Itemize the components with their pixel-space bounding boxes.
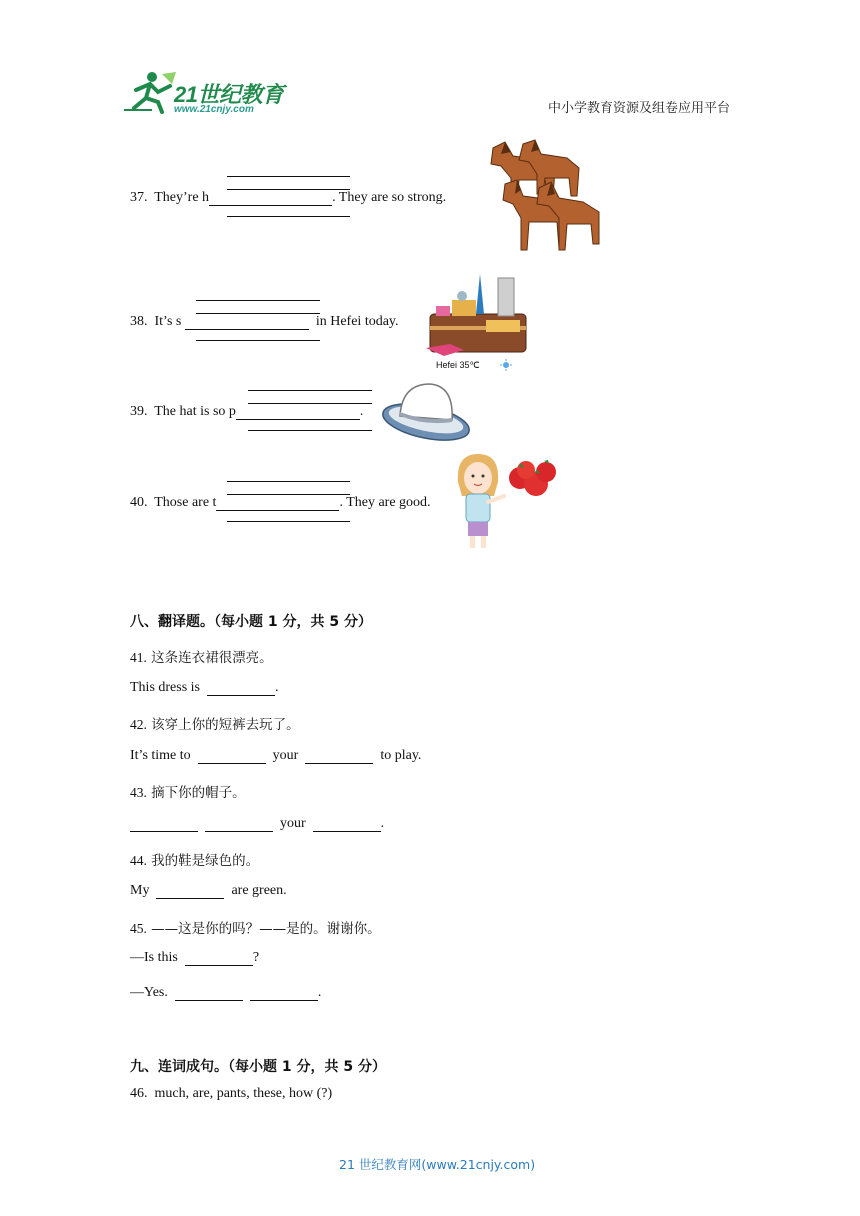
question-41 xyxy=(130,646,273,666)
answer-blank[interactable] xyxy=(207,681,275,696)
answer-text: My xyxy=(130,883,150,898)
question-number: 40. xyxy=(130,495,148,510)
section-9-title: 九、连词成句。（每小题 1 分，共 5 分） xyxy=(130,1059,386,1075)
logo-text: 21世纪教育 xyxy=(174,82,284,107)
hefei-weather-picture xyxy=(424,270,534,374)
answer-blank[interactable] xyxy=(185,951,253,966)
answer-blank[interactable] xyxy=(198,749,266,764)
answer-44 xyxy=(130,883,287,899)
answer-blank[interactable] xyxy=(209,191,332,206)
question-text-after: . xyxy=(359,404,364,419)
hefei-caption: Hefei 35℃ xyxy=(436,360,480,370)
answer-text: This dress is xyxy=(130,680,200,695)
hat-picture xyxy=(380,378,472,442)
logo-url: www.21cnjy.com xyxy=(174,104,254,115)
question-text-before: Those are t xyxy=(154,495,217,510)
question-number: 41. xyxy=(130,650,147,665)
question-text-before: The hat is so p xyxy=(154,404,236,419)
runner-logo-icon xyxy=(122,70,178,114)
answer-line xyxy=(248,430,372,431)
question-42 xyxy=(130,713,300,733)
answer-line xyxy=(196,300,320,301)
answer-text: It’s time to xyxy=(130,748,191,763)
answer-line xyxy=(248,390,372,391)
answer-text: to play. xyxy=(380,748,422,763)
question-text-after: . They are good. xyxy=(339,495,431,510)
answer-blank[interactable] xyxy=(313,817,381,832)
answer-blank[interactable] xyxy=(156,884,224,899)
question-text-before: It’s s xyxy=(154,314,182,329)
answer-45-line-2 xyxy=(130,985,321,1001)
answer-line xyxy=(227,176,350,177)
chinese-sentence: 该穿上你的短裤去玩了。 xyxy=(151,717,300,733)
question-number: 44. xyxy=(130,853,147,868)
answer-blank[interactable] xyxy=(205,817,273,832)
answer-text: . xyxy=(380,816,385,831)
question-number: 42. xyxy=(130,717,147,732)
question-text-before: They’re h xyxy=(154,190,210,205)
chinese-sentence: 我的鞋是绿色的。 xyxy=(151,853,260,869)
answer-blank[interactable] xyxy=(236,405,360,420)
answer-42 xyxy=(130,748,421,764)
answer-43 xyxy=(130,816,384,832)
answer-45-line-1 xyxy=(130,950,259,966)
question-number: 43. xyxy=(130,785,147,800)
question-45 xyxy=(130,917,381,937)
question-39 xyxy=(130,404,363,420)
answer-text: are green. xyxy=(231,883,287,898)
horses-picture xyxy=(483,138,603,256)
answer-blank[interactable] xyxy=(305,749,373,764)
answer-text: . xyxy=(275,680,279,695)
chinese-sentence: 摘下你的帽子。 xyxy=(151,785,246,801)
question-46 xyxy=(130,1086,332,1102)
question-number: 46. xyxy=(130,1086,148,1101)
chinese-sentence: 这条连衣裙很漂亮。 xyxy=(151,650,273,666)
answer-blank[interactable] xyxy=(130,817,198,832)
answer-41 xyxy=(130,680,279,696)
footer-link[interactable]: 21 世纪教育网(www.21cnjy.com) xyxy=(339,1157,536,1172)
question-text-after: in Hefei today. xyxy=(315,314,399,329)
answer-blank[interactable] xyxy=(250,986,318,1001)
answer-text: —Yes. xyxy=(130,985,168,1000)
chinese-sentence: ——这是你的吗？——是的。谢谢你。 xyxy=(151,921,381,937)
question-37 xyxy=(130,190,446,206)
answer-text: your xyxy=(280,816,306,831)
question-number: 39. xyxy=(130,404,148,419)
question-number: 45. xyxy=(130,921,147,936)
girl-tomatoes-picture xyxy=(454,452,560,552)
answer-text: your xyxy=(272,748,299,763)
answer-text: ? xyxy=(252,950,260,965)
question-number: 37. xyxy=(130,190,148,205)
platform-slogan: 中小学教育资源及组卷应用平台 xyxy=(548,100,731,115)
question-40 xyxy=(130,495,431,511)
site-logo xyxy=(122,70,292,116)
answer-blank[interactable] xyxy=(185,315,309,330)
answer-line xyxy=(227,216,350,217)
answer-line xyxy=(227,521,350,522)
answer-text: —Is this xyxy=(130,950,178,965)
sun-icon xyxy=(500,359,512,371)
answer-blank[interactable] xyxy=(216,496,339,511)
question-43 xyxy=(130,781,246,801)
question-38 xyxy=(130,314,399,330)
answer-line xyxy=(227,481,350,482)
section-8-title: 八、翻译题。（每小题 1 分，共 5 分） xyxy=(130,614,372,630)
question-text-after: . They are so strong. xyxy=(332,190,447,205)
answer-blank[interactable] xyxy=(175,986,243,1001)
question-number: 38. xyxy=(130,314,148,329)
question-44 xyxy=(130,849,259,869)
answer-line xyxy=(196,340,320,341)
answer-text: . xyxy=(317,985,322,1000)
question-words: much, are, pants, these, how (?) xyxy=(154,1086,333,1101)
